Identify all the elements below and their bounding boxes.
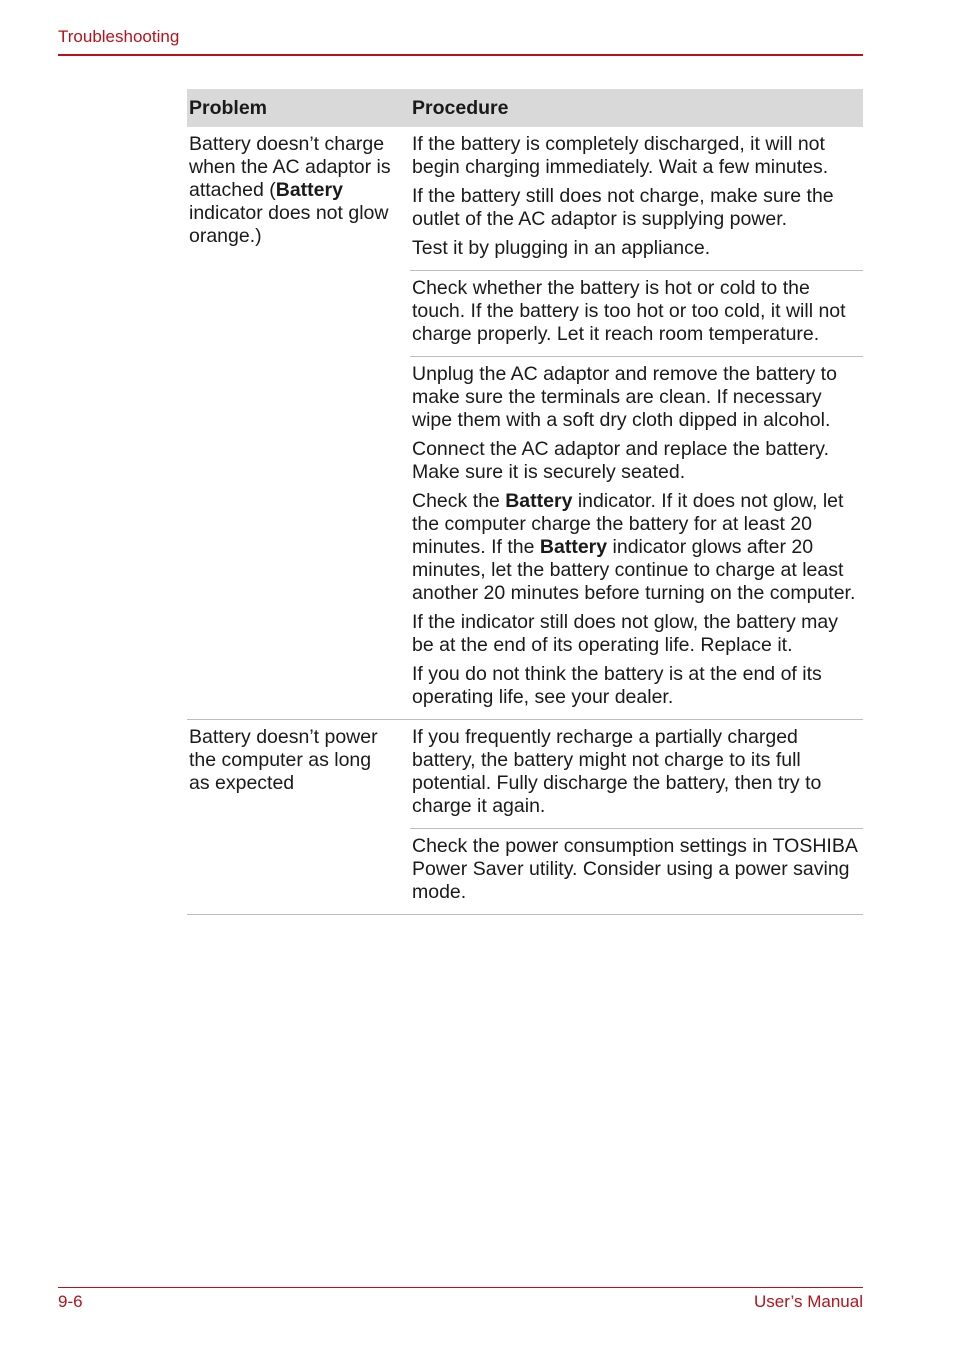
text-run: indicator. If it does not glow, let the computer charge the battery for at least 20 minutes. If the <box>412 490 844 558</box>
problem-text: indicator does not glow orange.) <box>189 202 389 247</box>
procedure-paragraph: If the battery still does not charge, make sure the outlet of the AC adaptor is supplying power. <box>412 185 834 230</box>
bold-term: Battery <box>505 490 573 512</box>
column-header-problem: Problem <box>189 96 268 119</box>
procedure-paragraph: If the battery is completely discharged, it will not begin charging immediately. Wait a few minutes. <box>412 133 829 178</box>
procedure-block <box>410 720 863 829</box>
running-header-section: Troubleshooting <box>58 27 180 46</box>
procedure-cell <box>410 720 863 914</box>
column-header-procedure: Procedure <box>412 96 509 119</box>
procedure-block <box>410 127 863 271</box>
procedure-block <box>410 829 863 914</box>
problem-bold-term: Battery <box>275 179 343 201</box>
procedure-cell <box>410 127 863 719</box>
procedure-paragraph: If you do not think the battery is at the end of its operating life, see your dealer. <box>412 663 822 708</box>
problem-cell <box>187 127 410 719</box>
procedure-block <box>410 357 863 719</box>
procedure-paragraph: Unplug the AC adaptor and remove the battery to make sure the terminals are clean. If necessary wipe them with a soft dry cloth dipped in alcohol. <box>412 363 837 431</box>
table-row <box>187 127 863 720</box>
procedure-paragraph: Check whether the battery is hot or cold to the touch. If the battery is too hot or too cold, it will not charge properly. Let it reach room temperature. <box>412 277 846 345</box>
manual-title: User’s Manual <box>754 1292 863 1311</box>
text-run: indicator glows after 20 minutes, let the battery continue to charge at least another 20 minutes before turning on the computer. <box>412 536 856 604</box>
header-divider <box>58 54 863 56</box>
procedure-paragraph: Test it by plugging in an appliance. <box>412 237 711 259</box>
procedure-paragraph: Check the power consumption settings in TOSHIBA Power Saver utility. Consider using a power saving mode. <box>412 835 857 903</box>
table-row <box>187 720 863 915</box>
footer-divider <box>58 1287 863 1288</box>
procedure-block <box>410 271 863 357</box>
text-run: Check the <box>412 490 506 512</box>
problem-text: Battery doesn’t charge when the AC adaptor is attached ( <box>189 133 391 201</box>
troubleshooting-table <box>187 89 863 915</box>
bold-term: Battery <box>539 536 608 558</box>
page-number: 9-6 <box>58 1292 83 1311</box>
procedure-paragraph <box>412 490 863 605</box>
problem-cell: Battery doesn’t power the computer as long as expected <box>189 726 378 794</box>
procedure-paragraph: If you frequently recharge a partially charged battery, the battery might not charge to its full potential. Fully discharge the battery, then try to charge it again. <box>412 726 822 817</box>
procedure-paragraph: If the indicator still does not glow, the battery may be at the end of its operating life. Replace it. <box>412 611 838 656</box>
table-header-row <box>187 89 863 127</box>
procedure-paragraph: Connect the AC adaptor and replace the battery. Make sure it is securely seated. <box>412 438 829 483</box>
